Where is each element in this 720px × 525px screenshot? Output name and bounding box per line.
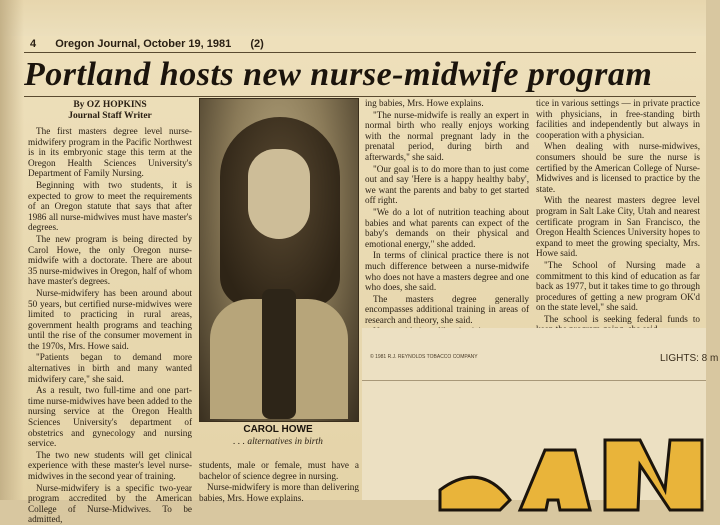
paragraph: "Our goal is to do more than to just come out and say 'Here is a happy healthy baby', we want the parents and baby to get started off right. <box>365 163 529 206</box>
paragraph: Nurse-midwifery is more than delivering babies, Mrs. Howe explains. <box>199 482 359 503</box>
paragraph: The first masters degree level nurse-midwifery program in the Pacific Northwest is in its embryonic stage this term at the Oregon Health Sciences University's Department of Family Nursing. <box>28 126 192 179</box>
paragraph: Beginning with two students, it is expected to grow to meet the requirements of an Oregon statute that says that after 1986 all nurse-midwives must have master's degrees. <box>28 179 192 233</box>
headline: Portland hosts new nurse-midwife program <box>24 56 653 93</box>
column-1 <box>28 100 192 525</box>
paragraph: The school is seeking federal funds to <box>544 313 700 324</box>
paragraph: "The nurse-midwife is really an expert in normal birth who really enjoys working with the normal pregnant lady in the prenatal period, during birth and afterwards," she said. <box>365 109 529 162</box>
byline-role: Journal Staff Writer <box>68 111 152 121</box>
portrait-photo <box>199 98 359 422</box>
page-number: 4 <box>30 38 37 50</box>
paragraph: Nurse-midwifery has been around about 50 years, but certified nurse-midwives were limited to practicing in rural areas, government health programs and teaching until the rise of the consumer movement in the 1970s, Mrs. Howe said. <box>28 287 192 351</box>
column-3 <box>365 98 529 326</box>
paragraph: The masters degree generally encompasses additional training in areas of research and theory, she said. <box>365 293 529 325</box>
paper-date: Oregon Journal, October 19, 1981 <box>55 38 232 50</box>
paragraph: ing babies, Mrs. Howe explains. <box>365 98 484 108</box>
paragraph: The two new students will get clinical experience with these master's level nurse-midwives in the second year of training. <box>28 449 192 481</box>
paragraph: The new program is being directed by Carol Howe, the only Oregon nurse-midwife with a doctorate. There are about 35 nurse-midwives in Oregon, half of whom have master's degrees. <box>28 233 192 287</box>
paragraph: Nurse-midwifery is a specific two-year program accredited by the American College of Nurse-Midwives. To be admitted, <box>28 482 192 525</box>
paragraph: "Patients began to demand more alternatives in birth and many wanted midwifery care," she said. <box>28 352 192 384</box>
paragraph: In terms of clinical practice there is not much difference between a nurse-midwife who does not have a masters degree and one who does, she said. <box>365 250 529 293</box>
photo-scarf <box>262 289 296 419</box>
ad-lights-text: LIGHTS: 8 m <box>660 353 719 364</box>
byline-author: By OZ HOPKINS <box>73 100 147 110</box>
ad-rule <box>362 380 706 381</box>
byline <box>28 100 192 122</box>
edition: (2) <box>250 38 264 50</box>
paragraph: As a result, two full-time and one part-time nurse-midwives have been added to the nursing service at the Oregon Health Sciences University's department of obstetrics and gynecology and nursing service. <box>28 385 192 449</box>
paragraph: "The School of Nursing made a commitment to this kind of education as far back as 1977, but it takes time to go through procedures of getting a new program OK'd on the state level," she said. <box>536 259 700 313</box>
photo-caption-subtitle: . . . alternatives in birth <box>233 437 323 447</box>
torn-top-edge <box>0 0 706 36</box>
paragraph: When dealing with nurse-midwives, consumers should be sure the nurse is certified by the American College of Nurse-Midwives and is licensed to practice by the state. <box>536 141 700 194</box>
header-rule <box>24 52 696 53</box>
paragraph: "We do a lot of nutrition teaching about babies and what parents can expect of the baby's demands on their physical and emotional energy," she added. <box>365 206 529 249</box>
page-header <box>30 38 280 50</box>
photo-caption-name: CAROL HOWE <box>243 424 313 435</box>
column-4 <box>536 98 700 326</box>
paragraph: tice in various settings — in private practice with physicians, in free-standing birth facilities and independently but always in cooperation with a physician. <box>536 98 700 140</box>
photo-face <box>248 149 310 239</box>
paragraph: With the nearest masters degree level program in Salt Lake City, Utah and nearest certificate program in San Francisco, the Oregon Health Sciences University hopes to expand to meet the growing specialty, Mrs. Howe said. <box>536 195 700 259</box>
headline-rule <box>24 96 696 97</box>
ad-copyright: © 1981 R.J. REYNOLDS TOBACCO COMPANY <box>370 354 478 360</box>
ad-lettering-art <box>440 420 720 510</box>
fold-shadow <box>0 0 24 500</box>
paragraph: students, male or female, must have a bachelor of science degree in nursing. <box>199 460 359 481</box>
column-2-bottom <box>199 460 359 503</box>
